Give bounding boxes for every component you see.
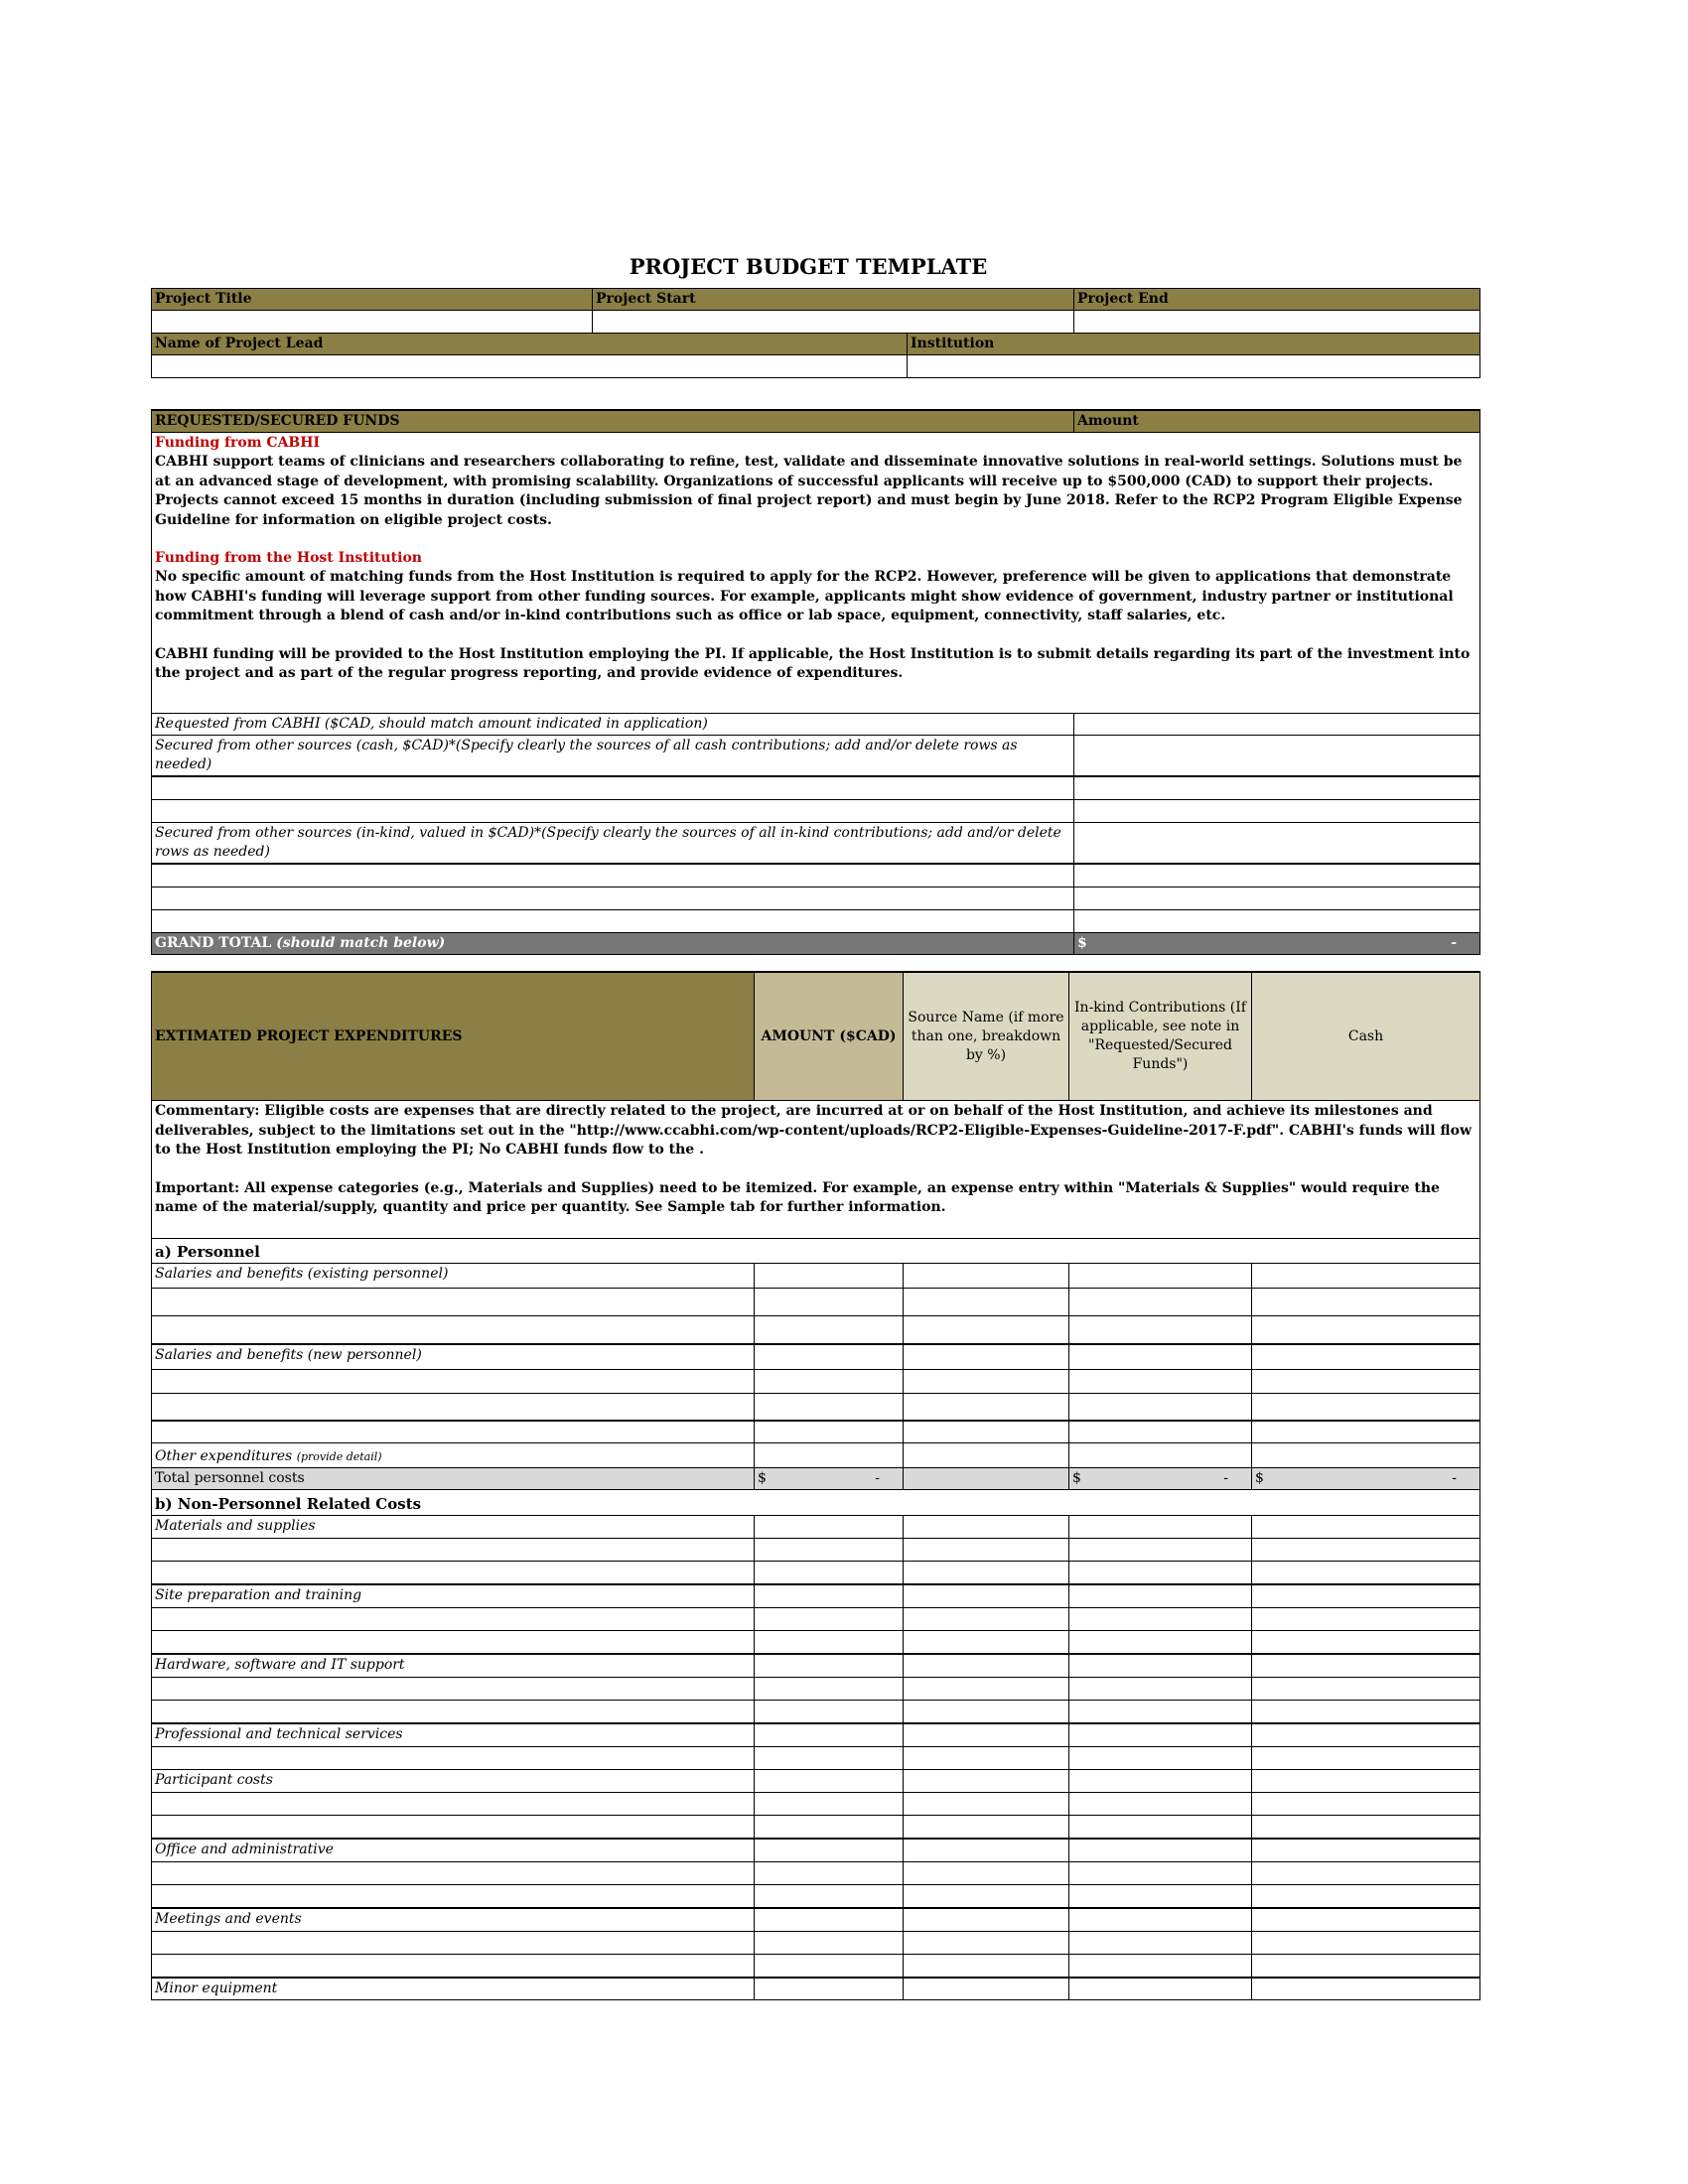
provided-text: CABHI funding will be provided to the Host Institution employing the PI. If applicable, the Host Institution is to submit details regarding its part of the investment into the project and as part of the regular progress reporting, and provide evidence of expenditures. xyxy=(155,645,1471,681)
salaries-existing-label: Salaries and benefits (existing personnel) xyxy=(152,1264,755,1289)
cash-cell[interactable] xyxy=(1252,1792,1480,1815)
cash-cell[interactable] xyxy=(1252,1442,1480,1467)
amount-cell[interactable] xyxy=(755,1264,904,1289)
item-cell[interactable] xyxy=(152,1861,755,1884)
professional-label: Professional and technical services xyxy=(152,1723,755,1747)
item-cell[interactable] xyxy=(152,1630,755,1654)
project-start-field[interactable] xyxy=(593,311,1074,334)
amount-cell[interactable] xyxy=(755,1815,904,1839)
cash-cell[interactable] xyxy=(1252,1839,1480,1862)
inkind-cell[interactable] xyxy=(1069,1700,1252,1723)
project-start-label: Project Start xyxy=(593,289,1074,311)
total-source xyxy=(904,1467,1069,1489)
amount-cell[interactable] xyxy=(755,1931,904,1954)
amount-cell[interactable] xyxy=(755,1792,904,1815)
inkind-cell[interactable] xyxy=(1069,1839,1252,1862)
funds-header: REQUESTED/SECURED FUNDS xyxy=(152,410,1074,433)
amount-cell[interactable] xyxy=(755,1839,904,1862)
non-personnel-section: b) Non-Personnel Related Costs xyxy=(152,1489,1480,1515)
source-cell[interactable] xyxy=(904,1584,1069,1608)
item-cell[interactable] xyxy=(152,1931,755,1954)
source-header: Source Name (if more than one, breakdown by %) xyxy=(904,972,1069,1101)
cash-cell[interactable] xyxy=(1252,1931,1480,1954)
inkind-cell[interactable] xyxy=(1069,1815,1252,1839)
inkind-header: In-kind Contributions (If applicable, see note in "Requested/Secured Funds") xyxy=(1069,972,1252,1101)
source-cell[interactable] xyxy=(904,1393,1069,1421)
amount-cell[interactable] xyxy=(755,1978,904,2000)
amount-cell[interactable] xyxy=(755,1442,904,1467)
total-personnel-label: Total personnel costs xyxy=(152,1467,755,1489)
source-cell[interactable] xyxy=(904,1289,1069,1316)
item-cell[interactable] xyxy=(152,1421,755,1442)
inkind-row-amount[interactable] xyxy=(1074,864,1480,887)
source-cell[interactable] xyxy=(904,1344,1069,1370)
cash-cell[interactable] xyxy=(1252,1515,1480,1538)
cash-cell[interactable] xyxy=(1252,1677,1480,1700)
amount-cell[interactable] xyxy=(755,1369,904,1393)
cash-cell[interactable] xyxy=(1252,1561,1480,1584)
participant-label: Participant costs xyxy=(152,1769,755,1792)
amount-cell[interactable] xyxy=(755,1515,904,1538)
source-cell[interactable] xyxy=(904,1538,1069,1561)
expenditures-header: EXTIMATED PROJECT EXPENDITURES xyxy=(152,972,755,1101)
source-cell[interactable] xyxy=(904,1769,1069,1792)
inkind-row-field[interactable] xyxy=(152,887,1074,910)
source-cell[interactable] xyxy=(904,1792,1069,1815)
cash-cell[interactable] xyxy=(1252,1584,1480,1608)
item-cell[interactable] xyxy=(152,1815,755,1839)
source-cell[interactable] xyxy=(904,1746,1069,1769)
cash-header: Cash xyxy=(1252,972,1480,1101)
cash-cell[interactable] xyxy=(1252,1654,1480,1678)
inkind-cell[interactable] xyxy=(1069,1746,1252,1769)
amount-cell[interactable] xyxy=(755,1908,904,1932)
grand-total-label: GRAND TOTAL (should match below) xyxy=(152,933,1074,955)
project-end-label: Project End xyxy=(1074,289,1480,311)
inkind-cell[interactable] xyxy=(1069,1538,1252,1561)
cash-cell[interactable] xyxy=(1252,1344,1480,1370)
cabhi-heading: Funding from CABHI xyxy=(155,435,321,451)
source-cell[interactable] xyxy=(904,1723,1069,1747)
source-cell[interactable] xyxy=(904,1908,1069,1932)
amount-cell[interactable] xyxy=(755,1393,904,1421)
item-cell[interactable] xyxy=(152,1538,755,1561)
item-cell[interactable] xyxy=(152,1607,755,1630)
inkind-cell[interactable] xyxy=(1069,1584,1252,1608)
amount-cell[interactable] xyxy=(755,1584,904,1608)
source-cell[interactable] xyxy=(904,1561,1069,1584)
amount-cell[interactable] xyxy=(755,1954,904,1978)
amount-header: AMOUNT ($CAD) xyxy=(755,972,904,1101)
item-cell[interactable] xyxy=(152,1792,755,1815)
cash-cell[interactable] xyxy=(1252,1978,1480,2000)
item-cell[interactable] xyxy=(152,1700,755,1723)
source-cell[interactable] xyxy=(904,1978,1069,2000)
secured-inkind-label: Secured from other sources (in-kind, valued in $CAD)*(Specify clearly the sources of all in-kind contributions; add and/or delete rows as needed) xyxy=(152,823,1074,865)
cash-cell[interactable] xyxy=(1252,1316,1480,1344)
host-text: No specific amount of matching funds from the Host Institution is required to apply for the RCP2. However, preference will be given to applications that demonstrate how CABHI's funding will leverage support from other funding sources. For example, applicants might show evidence of government, industry partner or institutional commitment through a blend of cash and/or in-kind contributions such as office or lab space, equipment, connectivity, staff salaries, etc. xyxy=(155,569,1454,623)
inkind-cell[interactable] xyxy=(1069,1421,1252,1442)
project-title-label: Project Title xyxy=(152,289,593,311)
cash-cell[interactable] xyxy=(1252,1746,1480,1769)
source-cell[interactable] xyxy=(904,1861,1069,1884)
meetings-label: Meetings and events xyxy=(152,1908,755,1932)
inkind-cell[interactable] xyxy=(1069,1931,1252,1954)
amount-cell[interactable] xyxy=(755,1746,904,1769)
project-lead-label: Name of Project Lead xyxy=(152,334,908,355)
office-label: Office and administrative xyxy=(152,1839,755,1862)
source-cell[interactable] xyxy=(904,1654,1069,1678)
amount-cell[interactable] xyxy=(755,1654,904,1678)
inkind-cell[interactable] xyxy=(1069,1393,1252,1421)
total-inkind: $ - xyxy=(1069,1467,1252,1489)
requested-label: Requested from CABHI ($CAD, should match amount indicated in application) xyxy=(152,714,1074,736)
inkind-cell[interactable] xyxy=(1069,1954,1252,1978)
source-cell[interactable] xyxy=(904,1954,1069,1978)
inkind-cell[interactable] xyxy=(1069,1884,1252,1908)
source-cell[interactable] xyxy=(904,1839,1069,1862)
source-cell[interactable] xyxy=(904,1700,1069,1723)
inkind-cell[interactable] xyxy=(1069,1442,1252,1467)
amount-cell[interactable] xyxy=(755,1289,904,1316)
inkind-cell[interactable] xyxy=(1069,1369,1252,1393)
inkind-cell[interactable] xyxy=(1069,1723,1252,1747)
source-cell[interactable] xyxy=(904,1815,1069,1839)
source-cell[interactable] xyxy=(904,1677,1069,1700)
inkind-cell[interactable] xyxy=(1069,1654,1252,1678)
item-cell[interactable] xyxy=(152,1884,755,1908)
project-lead-field[interactable] xyxy=(152,355,908,378)
inkind-cell[interactable] xyxy=(1069,1978,1252,2000)
cash-cell[interactable] xyxy=(1252,1700,1480,1723)
requested-amount-field[interactable] xyxy=(1074,714,1480,736)
source-cell[interactable] xyxy=(904,1442,1069,1467)
other-expenditures-label: Other expenditures (provide detail) xyxy=(152,1442,755,1467)
cash-cell[interactable] xyxy=(1252,1538,1480,1561)
funds-description xyxy=(152,433,1480,714)
total-amount: $ - xyxy=(755,1467,904,1489)
institution-label: Institution xyxy=(908,334,1480,355)
cash-cell[interactable] xyxy=(1252,1264,1480,1289)
important-text: Important: All expense categories (e.g., Materials and Supplies) need to be itemized. For example, an expense entry within "Materials & Supplies" would require the name of the material/supply, quantity and price per quantity. See Sample tab for further information. xyxy=(155,1179,1440,1215)
institution-field[interactable] xyxy=(908,355,1480,378)
amount-cell[interactable] xyxy=(755,1884,904,1908)
cash-cell[interactable] xyxy=(1252,1289,1480,1316)
source-cell[interactable] xyxy=(904,1369,1069,1393)
amount-cell[interactable] xyxy=(755,1700,904,1723)
cash-row-amount[interactable] xyxy=(1074,800,1480,823)
funds-table xyxy=(151,409,1480,977)
inkind-cell[interactable] xyxy=(1069,1515,1252,1538)
grand-total-amount: $ - xyxy=(1074,933,1480,955)
expenditures-commentary xyxy=(152,1101,1480,1239)
secured-cash-label: Secured from other sources (cash, $CAD)*(Specify clearly the sources of all cash contributions; add and/or delete rows as needed) xyxy=(152,736,1074,777)
source-cell[interactable] xyxy=(904,1421,1069,1442)
secured-inkind-amount-field[interactable] xyxy=(1074,823,1480,865)
inkind-cell[interactable] xyxy=(1069,1769,1252,1792)
personnel-section: a) Personnel xyxy=(152,1239,1480,1264)
item-cell[interactable] xyxy=(152,1393,755,1421)
source-cell[interactable] xyxy=(904,1264,1069,1289)
project-end-field[interactable] xyxy=(1074,311,1480,334)
item-cell[interactable] xyxy=(152,1561,755,1584)
inkind-cell[interactable] xyxy=(1069,1607,1252,1630)
inkind-cell[interactable] xyxy=(1069,1316,1252,1344)
item-cell[interactable] xyxy=(152,1954,755,1978)
cash-row-field[interactable] xyxy=(152,800,1074,823)
amount-cell[interactable] xyxy=(755,1316,904,1344)
host-heading: Funding from the Host Institution xyxy=(155,550,422,566)
source-cell[interactable] xyxy=(904,1515,1069,1538)
amount-cell[interactable] xyxy=(755,1607,904,1630)
cash-cell[interactable] xyxy=(1252,1884,1480,1908)
inkind-row-amount[interactable] xyxy=(1074,887,1480,910)
inkind-cell[interactable] xyxy=(1069,1289,1252,1316)
cash-cell[interactable] xyxy=(1252,1815,1480,1839)
hardware-label: Hardware, software and IT support xyxy=(152,1654,755,1678)
cash-cell[interactable] xyxy=(1252,1369,1480,1393)
salaries-new-label: Salaries and benefits (new personnel) xyxy=(152,1344,755,1370)
inkind-cell[interactable] xyxy=(1069,1561,1252,1584)
inkind-cell[interactable] xyxy=(1069,1264,1252,1289)
cash-cell[interactable] xyxy=(1252,1421,1480,1442)
expenditures-table xyxy=(151,971,1480,2000)
materials-label: Materials and supplies xyxy=(152,1515,755,1538)
cash-row-amount[interactable] xyxy=(1074,776,1480,800)
inkind-row-field[interactable] xyxy=(152,910,1074,933)
cash-cell[interactable] xyxy=(1252,1769,1480,1792)
cabhi-text: CABHI support teams of clinicians and researchers collaborating to refine, test, validate and disseminate innovative solutions in real-world settings. Solutions must be at an advanced stage of development, with promising scalability. Organizations of successful applicants will receive up to $500,000 (CAD) to support their projects. Projects cannot exceed 15 months in duration (including submission of final project report) and must begin by June 2018. Refer to the RCP2 Program Eligible Expense Guideline for information on eligible project costs. xyxy=(155,454,1463,528)
cash-cell[interactable] xyxy=(1252,1630,1480,1654)
item-cell[interactable] xyxy=(152,1746,755,1769)
amount-cell[interactable] xyxy=(755,1561,904,1584)
inkind-cell[interactable] xyxy=(1069,1908,1252,1932)
cash-row-field[interactable] xyxy=(152,776,1074,800)
page-title: PROJECT BUDGET TEMPLATE xyxy=(629,254,988,279)
cash-cell[interactable] xyxy=(1252,1861,1480,1884)
item-cell[interactable] xyxy=(152,1289,755,1316)
project-title-field[interactable] xyxy=(152,311,593,334)
item-cell[interactable] xyxy=(152,1316,755,1344)
minor-equipment-label: Minor equipment xyxy=(152,1978,755,2000)
amount-cell[interactable] xyxy=(755,1344,904,1370)
cash-cell[interactable] xyxy=(1252,1954,1480,1978)
cash-cell[interactable] xyxy=(1252,1723,1480,1747)
source-cell[interactable] xyxy=(904,1607,1069,1630)
amount-cell[interactable] xyxy=(755,1769,904,1792)
inkind-cell[interactable] xyxy=(1069,1344,1252,1370)
amount-cell[interactable] xyxy=(755,1421,904,1442)
project-info-table xyxy=(151,288,1480,378)
total-cash: $ - xyxy=(1252,1467,1480,1489)
amount-cell[interactable] xyxy=(755,1723,904,1747)
inkind-cell[interactable] xyxy=(1069,1677,1252,1700)
inkind-cell[interactable] xyxy=(1069,1792,1252,1815)
funds-amount-header: Amount xyxy=(1074,410,1480,433)
inkind-cell[interactable] xyxy=(1069,1861,1252,1884)
cash-cell[interactable] xyxy=(1252,1393,1480,1421)
amount-cell[interactable] xyxy=(755,1538,904,1561)
cash-cell[interactable] xyxy=(1252,1908,1480,1932)
source-cell[interactable] xyxy=(904,1884,1069,1908)
inkind-cell[interactable] xyxy=(1069,1630,1252,1654)
secured-cash-amount-field[interactable] xyxy=(1074,736,1480,777)
source-cell[interactable] xyxy=(904,1931,1069,1954)
source-cell[interactable] xyxy=(904,1316,1069,1344)
inkind-row-amount[interactable] xyxy=(1074,910,1480,933)
item-cell[interactable] xyxy=(152,1369,755,1393)
item-cell[interactable] xyxy=(152,1677,755,1700)
inkind-row-field[interactable] xyxy=(152,864,1074,887)
amount-cell[interactable] xyxy=(755,1677,904,1700)
cash-cell[interactable] xyxy=(1252,1607,1480,1630)
amount-cell[interactable] xyxy=(755,1861,904,1884)
site-label: Site preparation and training xyxy=(152,1584,755,1608)
commentary-text: Commentary: Eligible costs are expenses that are directly related to the project, are incurred at or on behalf of the Host Institution, and achieve its milestones and deliverables, subject to the limitations set out in the "http://www.ccabhi.com/wp-content/uploads/RCP2-Eligible-Expenses-Guideline-2017-F.pdf". CABHI's funds will flow to the Host Institution employing the PI; No CABHI funds flow to the . xyxy=(155,1103,1473,1158)
source-cell[interactable] xyxy=(904,1630,1069,1654)
amount-cell[interactable] xyxy=(755,1630,904,1654)
